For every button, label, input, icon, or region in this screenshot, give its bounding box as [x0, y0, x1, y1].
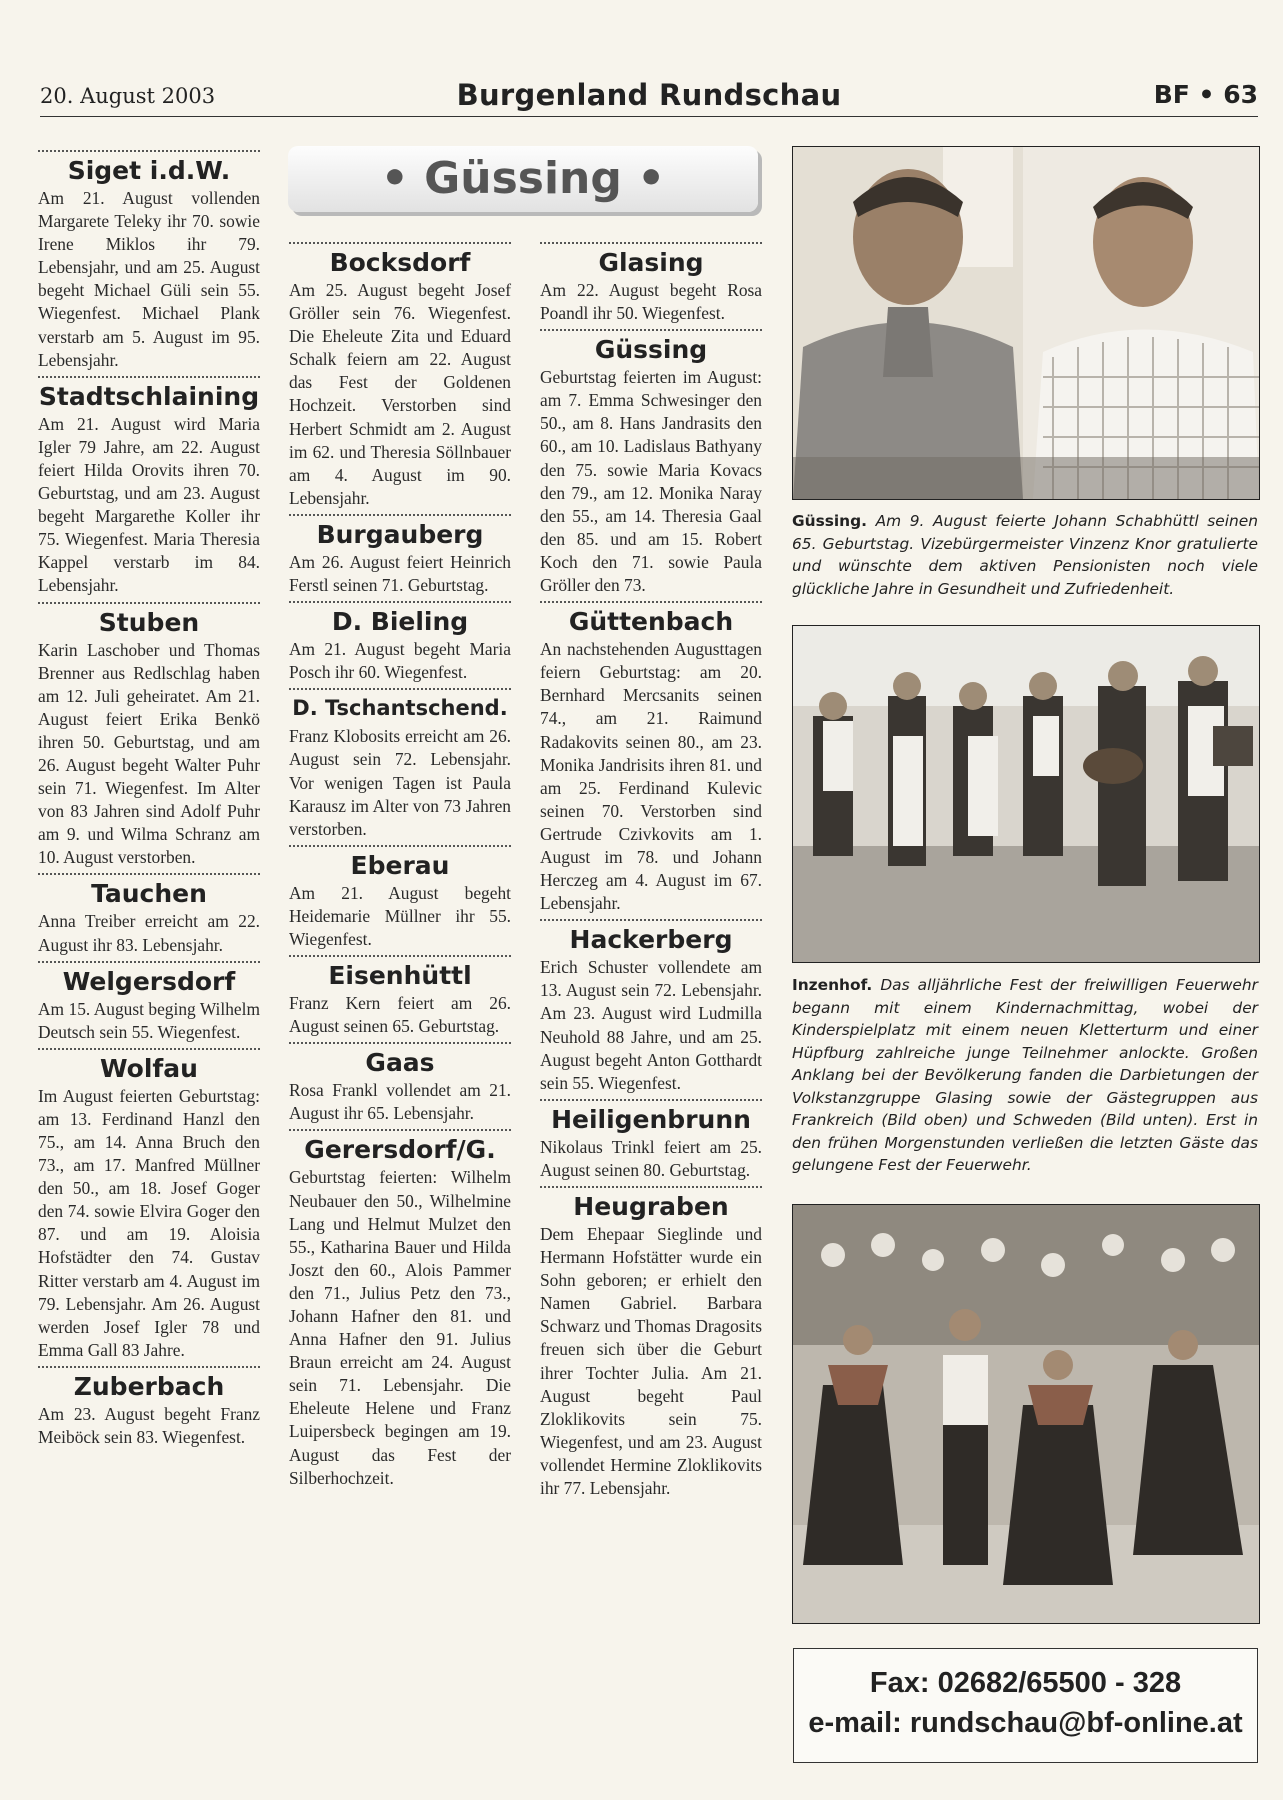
entry-text: Am 26. August feiert Heinrich Ferstl seinen 71. Geburtstag.: [289, 551, 511, 596]
entry-heading: Güttenbach: [568, 607, 734, 637]
entry-heading: Stuben: [98, 607, 200, 637]
entry-heading: Heiligenbrunn: [551, 1104, 751, 1134]
photo-caption-inzenhof: [792, 974, 1258, 1177]
dotted-divider: [38, 376, 260, 378]
entry-wolfau: [38, 1048, 260, 1362]
caption-place: Güssing.: [792, 512, 868, 530]
entry-text: Am 15. August beging Wilhelm Deutsch sein 55. Wiegenfest.: [38, 998, 260, 1042]
entry-heading: Glasing: [598, 248, 704, 277]
caption-text: Am 9. August feierte Johann Schabhüttl seinen 65. Geburtstag. Vizebürgermeister Vinzenz Knor gratulierte und wünschte dem aktiven Pensionisten noch viele glückliche Jahre in Gesundheit und Zufriedenheit.: [792, 512, 1258, 598]
entry-hackerberg: [540, 919, 762, 1095]
issue-date: 20. August 2003: [40, 84, 216, 108]
entry-d-bieling: [289, 601, 511, 684]
entry-text: Dem Ehepaar Sieglinde und Hermann Hofstätter wurde ein Sohn geboren; er erhielt den Namen Gabriel. Barbara Schwarz und Thomas Dragosits freuen sich über die Geburt ihrer Tochter Julia. Am 21. August begeht Paul Zloklikovits sein 75. Wiegenfest, und am 23. August vollendet Hermine Zloklikovits ihr 77. Lebensjahr.: [540, 1224, 762, 1499]
dotted-divider: [540, 1186, 762, 1188]
entry-heiligenbrunn: [540, 1099, 762, 1182]
entry-eisenhuettl: [289, 955, 511, 1038]
entry-text: Am 22. August begeht Rosa Poandl ihr 50. Wiegenfest.: [540, 280, 762, 324]
folk-dance-photo-bottom: [792, 1204, 1260, 1624]
caption-text: Das alljährliche Fest der freiwilligen Feuerwehr begann mit einem Kindernachmittag, wobei der Kinderspielplatz mit einem neuen Kletterturm und einer Hüpfburg zahlreiche junge Teilnehmer anlockte. Großen Anklang bei der Bevölkerung fanden die Darbietungen der Volkstanzgruppe Glasing sowie der Gästegruppen aus Frankreich (Bild oben) und Schweden (Bild unten). Erst in den frühen Morgenstunden verließen die letzten Gäste das gelungene Fest der Feuerwehr.: [792, 976, 1258, 1174]
dotted-divider: [289, 955, 511, 957]
column-1: [38, 146, 260, 1449]
entry-text: Rosa Frankl vollendet am 21. August ihr 65. Lebensjahr.: [289, 1080, 511, 1124]
entry-text: Anna Treiber erreicht am 22. August ihr 83. Lebensjahr.: [38, 911, 260, 955]
entry-guessing: [540, 329, 762, 597]
dotted-divider: [38, 873, 260, 875]
dotted-divider: [540, 919, 762, 921]
entry-tauchen: [38, 873, 260, 956]
entry-text: Im August feierten Geburtstag: am 13. Ferdinand Hanzl den 75., am 14. Anna Bruch den 73., am 17. Manfred Müllner den 50., am 18. Josef Goger den 74. sowie Elvira Goger den 87. und am 19. Aloisia Hofstädter den 74. Gustav Ritter verstarb am 4. August im 79. Lebensjahr. Am 26. August werden Josef Igler 78 und Emma Gall 83 Jahre.: [38, 1085, 260, 1360]
email-address[interactable]: e-mail: rundschau@bf-online.at: [808, 1707, 1243, 1739]
photo-two-men: [793, 147, 1259, 499]
entry-text: Am 23. August begeht Franz Meiböck sein 83. Wiegenfest.: [38, 1403, 260, 1448]
dotted-divider: [540, 329, 762, 331]
dotted-divider: [38, 602, 260, 604]
photo-dancing-crowd: [793, 1205, 1259, 1623]
entry-heading: Heugraben: [573, 1192, 729, 1221]
entry-heading: Hackerberg: [569, 925, 733, 955]
dotted-divider: [540, 1099, 762, 1101]
entry-heading: Burgauberg: [316, 519, 484, 549]
entry-heading: D. Tschantschend.: [292, 696, 508, 721]
dotted-divider: [540, 242, 762, 244]
entry-text: Am 21. August vollenden Margarete Teleky ihr 70. sowie Irene Miklos ihr 79. Lebensjahr, und am 25. August begeht Michael Güli sein 55. Wiegenfest. Michael Plank verstarb am 5. August im 95. Lebensjahr.: [38, 188, 260, 370]
dotted-divider: [289, 1042, 511, 1044]
dotted-divider: [289, 845, 511, 847]
entry-gaas: [289, 1042, 511, 1125]
contact-box: [793, 1648, 1258, 1763]
entry-text: Geburtstag feierten: Wilhelm Neubauer den 50., Wilhelmine Lang und Helmut Mulzet den 55., Katharina Bauer und Hilda Joszt den 60., Alois Pammer den 71., Julius Petz den 73., Johann Hafner den 81. und Anna Hafner den 91. Julius Braun erreicht am 24. August sein 71. Lebensjahr. Die Eheleute Helene und Franz Luipersbeck begingen am 19. August das Fest der Silberhochzeit.: [289, 1167, 511, 1488]
entry-text: Franz Kern feiert am 26. August seinen 65. Geburtstag.: [289, 993, 511, 1037]
dotted-divider: [38, 1366, 260, 1368]
entry-heading: Eisenhüttl: [328, 961, 472, 991]
entry-text: Am 21. August wird Maria Igler 79 Jahre, am 22. August feiert Hilda Orovits ihren 70. Geburtstag, und am 23. August begeht Margarethe Koller ihr 75. Wiegenfest. Maria Theresia Kappel verstarb im 84. Lebensjahr.: [38, 413, 260, 596]
newspaper-title: Burgenland Rundschau: [456, 78, 842, 112]
entry-welgersdorf: [38, 961, 260, 1044]
entry-heading: Gerersdorf/G.: [304, 1135, 496, 1165]
dotted-divider: [38, 1048, 260, 1050]
entry-heading: Zuberbach: [73, 1371, 225, 1401]
section-banner: • Güssing •: [288, 146, 758, 212]
dotted-divider: [38, 961, 260, 963]
entry-text: Erich Schuster vollendete am 13. August sein 72. Lebensjahr. Am 23. August wird Ludmilla Neuhold 88 Jahre, und am 25. August begeht Anton Gotthardt sein 55. Wiegenfest.: [540, 957, 762, 1093]
photo-caption-guessing: [792, 510, 1258, 600]
entry-heading: Welgersdorf: [62, 966, 236, 996]
entry-heading: Wolfau: [100, 1053, 198, 1083]
photo-folk-dancers: [793, 626, 1259, 962]
dotted-divider: [38, 150, 260, 152]
column-3: [540, 238, 762, 1500]
entry-heading: D. Bieling: [331, 607, 469, 637]
fax-number: Fax: 02682/65500 - 328: [869, 1667, 1182, 1699]
entry-bocksdorf: [289, 242, 511, 510]
entry-heading: Bocksdorf: [329, 248, 471, 277]
entry-heading: Siget i.d.W.: [67, 156, 231, 185]
portrait-photo: [792, 146, 1260, 500]
caption-place: Inzenhof.: [792, 976, 873, 994]
folk-dance-photo-top: [792, 625, 1260, 963]
entry-stadtschlaining: [38, 376, 260, 598]
entry-heading: Eberau: [350, 850, 450, 880]
entry-stuben: [38, 602, 260, 870]
entry-text: Am 25. August begeht Josef Gröller sein 76. Wiegenfest. Die Eheleute Zita und Eduard Schalk feiern am 22. August das Fest der Goldenen Hochzeit. Verstorben sind Herbert Schmidt am 2. August im 62. und Theresia Söllnbauer am 4. August im 90. Lebensjahr.: [289, 280, 511, 508]
dotted-divider: [289, 514, 511, 516]
entry-heading: Stadtschlaining: [38, 381, 260, 411]
entry-zuberbach: [38, 1366, 260, 1449]
entry-text: Karin Laschober und Thomas Brenner aus Redlschlag haben am 12. Juli geheiratet. Am 21. August feiert Erika Benkö ihren 50. Geburtstag, und am 26. August begeht Walter Puhr sein 71. Wiegenfest. Im Alter von 83 Jahren sind Adolf Puhr am 9. und Wilma Schranz am 10. August verstorben.: [38, 639, 260, 868]
entry-siget: [38, 150, 260, 372]
entry-text: Am 21. August begeht Heidemarie Müllner ihr 55. Wiegenfest.: [289, 882, 511, 949]
entry-glasing: [540, 242, 762, 325]
entry-text: Nikolaus Trinkl feiert am 25. August seinen 80. Geburtstag.: [540, 1136, 762, 1180]
entry-text: Geburtstag feierten im August: am 7. Emma Schwesinger den 50., am 8. Hans Jandrasits den 60., am 10. Ladislaus Bathyany den 75. sowie Maria Kovacs den 79., am 12. Monika Naray den 55., am 14. Theresia Gaal den 85. und am 15. Robert Koch den 71. sowie Paula Gröller den 73.: [540, 367, 762, 596]
entry-text: Am 21. August begeht Maria Posch ihr 60. Wiegenfest.: [289, 639, 511, 683]
dotted-divider: [289, 688, 511, 690]
entry-heading: Güssing: [594, 335, 708, 365]
entry-heading: Gaas: [365, 1048, 435, 1078]
page-header: [40, 76, 1258, 117]
page-number: BF • 63: [1153, 80, 1258, 109]
dotted-divider: [289, 242, 511, 244]
entry-text: Franz Klobosits erreicht am 26. August sein 72. Lebensjahr. Vor wenigen Tagen ist Paula Karausz im Alter von 73 Jahren verstorben.: [289, 726, 511, 839]
entry-heugraben: [540, 1186, 762, 1500]
entry-burgauberg: [289, 514, 511, 597]
entry-text: An nachstehenden Augusttagen feiern Geburtstag: am 20. Bernhard Mercsanits seinen 74., am 21. Raimund Radakovits seinen 80., am 23. Monika Jandrisits ihren 81. und am 25. Ferdinand Kulevic seinen 70. Verstorben sind Gertrude Czivkovits am 1. August im 78. und Johann Herczeg am 4. August im 67. Lebensjahr.: [540, 639, 762, 914]
entry-gerersdorf: [289, 1129, 511, 1489]
column-2: [289, 238, 511, 1490]
dotted-divider: [289, 601, 511, 603]
entry-d-tschantschend: [289, 688, 511, 840]
dotted-divider: [289, 1129, 511, 1131]
dotted-divider: [540, 601, 762, 603]
entry-heading: Tauchen: [91, 879, 207, 909]
entry-guettenbach: [540, 601, 762, 915]
entry-eberau: [289, 845, 511, 951]
